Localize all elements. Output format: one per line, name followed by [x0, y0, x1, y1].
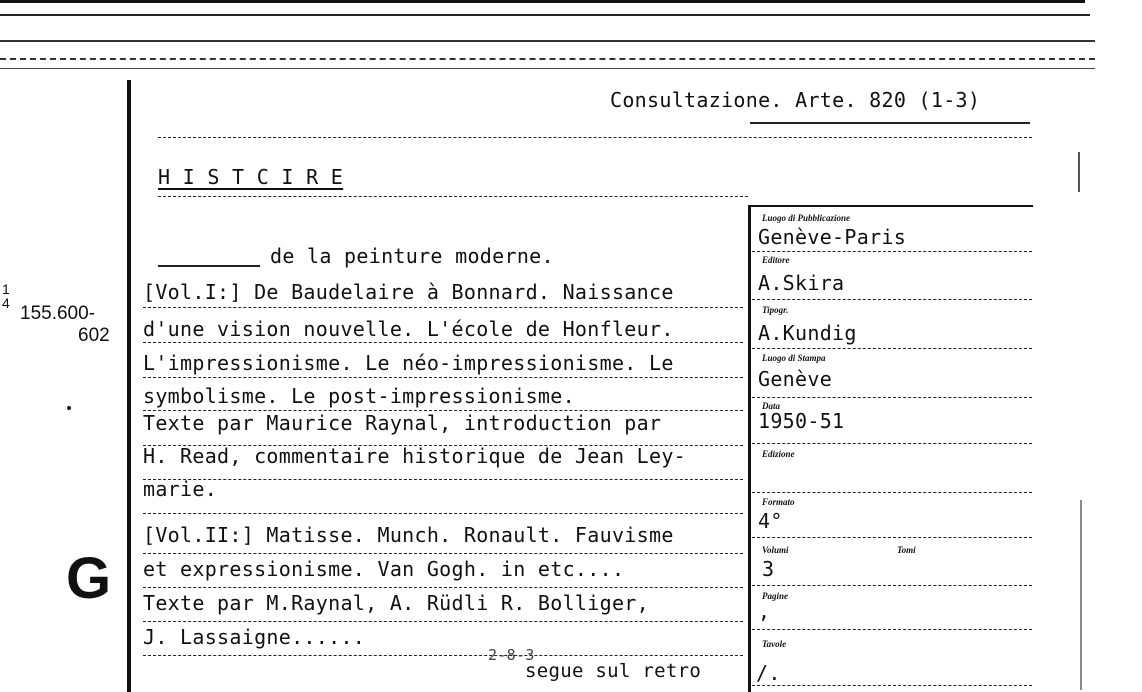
body-line: J. Lassaigne...... — [143, 625, 366, 649]
body-line: et expressionisme. Van Gogh. in etc.... — [143, 557, 625, 581]
field-value-tavole: /. — [756, 661, 781, 685]
field-label-luogo-pubblicazione: Luogo di Pubblicazione — [762, 213, 851, 223]
right-column-rule — [748, 205, 751, 692]
field-rule — [752, 397, 1032, 398]
call-number-line2: 602 — [78, 325, 110, 346]
top-edge-line — [0, 14, 1090, 16]
field-label-editore: Editore — [762, 255, 790, 265]
field-label-volumi: Volumi — [762, 545, 789, 555]
body-line: Texte par M.Raynal, A. Rüdli R. Bolliger, — [143, 591, 649, 615]
field-label-pagine: Pagine — [762, 591, 788, 601]
left-margin-rule — [127, 80, 131, 692]
body-rule — [143, 445, 743, 446]
field-value-editore: A.Skira — [758, 271, 845, 295]
right-edge-mark — [1078, 152, 1080, 192]
body-rule — [143, 621, 743, 622]
field-value-luogo-stampa: Genève — [758, 367, 833, 391]
right-fields — [752, 207, 1034, 692]
body-rule — [143, 307, 743, 308]
title-subtitle: de la peinture moderne. — [270, 244, 554, 268]
body-line: [Vol.I:] De Baudelaire à Bonnard. Naissance — [143, 280, 674, 304]
top-card-edge — [0, 0, 1085, 3]
field-rule — [752, 685, 1032, 686]
body-line: symbolisme. Le post-impressionisme. — [143, 384, 575, 408]
field-label-edizione: Edizione — [762, 449, 795, 459]
margin-marks: 1 4 — [2, 281, 10, 311]
subtitle-blank-rule — [158, 265, 260, 267]
footer-continue: segue sul retro — [525, 660, 702, 682]
field-label-data: Data — [762, 401, 780, 411]
body-rule — [143, 587, 743, 588]
body-line: Texte par Maurice Raynal, introduction par — [143, 411, 662, 435]
top-edge-line-3 — [0, 58, 1095, 60]
body-rule — [143, 479, 743, 480]
field-label-tipografo: Tipogr. — [762, 305, 789, 315]
field-rule — [752, 299, 1032, 300]
field-value-formato: 4° — [758, 509, 783, 533]
field-rule — [752, 629, 1032, 630]
field-value-pagine: , — [758, 599, 771, 623]
header-rule-2 — [158, 137, 1032, 138]
body-line: marie. — [143, 477, 218, 501]
body-rule — [143, 513, 743, 514]
field-value-tipografo: A.Kundig — [758, 321, 857, 345]
right-edge-mark-2 — [1080, 500, 1082, 690]
body-line: [Vol.II:] Matisse. Munch. Ronault. Fauvisme — [143, 523, 674, 547]
top-edge-line-4 — [0, 68, 1095, 69]
body-rule — [143, 377, 743, 378]
title-rule — [158, 196, 748, 197]
body-rule — [143, 553, 743, 554]
top-edge-line-2 — [0, 40, 1095, 42]
field-value-data: 1950-51 — [758, 409, 845, 433]
call-number-line1: 155.600- — [20, 303, 96, 324]
field-label-tomi: Tomi — [897, 545, 916, 555]
margin-dot — [67, 406, 71, 410]
field-rule — [752, 585, 1032, 586]
body-line: d'une vision nouvelle. L'école de Honfleur. — [143, 317, 674, 341]
footer-page-mark: 2-8-3 — [488, 646, 535, 664]
body-rule — [143, 342, 743, 343]
body-rule — [143, 410, 743, 411]
field-rule — [752, 348, 1032, 349]
field-value-luogo-pubblicazione: Genève-Paris — [758, 225, 907, 249]
field-rule — [752, 251, 1032, 252]
body-rule — [143, 655, 743, 656]
field-rule — [752, 443, 1032, 444]
field-rule — [752, 492, 1032, 493]
section-letter: G — [66, 546, 112, 611]
field-label-luogo-stampa: Luogo di Stampa — [762, 353, 826, 363]
field-label-formato: Formato — [762, 497, 795, 507]
title-word: H I S T C I R E — [158, 165, 344, 189]
field-value-volumi: 3 — [762, 557, 775, 581]
field-rule — [752, 537, 1032, 538]
consultation-header: Consultazione. Arte. 820 (1-3) — [610, 88, 981, 112]
body-line: H. Read, commentaire historique de Jean Ley- — [143, 444, 687, 468]
body-line: L'impressionisme. Le néo-impressionisme. Le — [143, 351, 674, 375]
field-label-tavole: Tavole — [762, 639, 787, 649]
header-rule — [750, 122, 1030, 124]
